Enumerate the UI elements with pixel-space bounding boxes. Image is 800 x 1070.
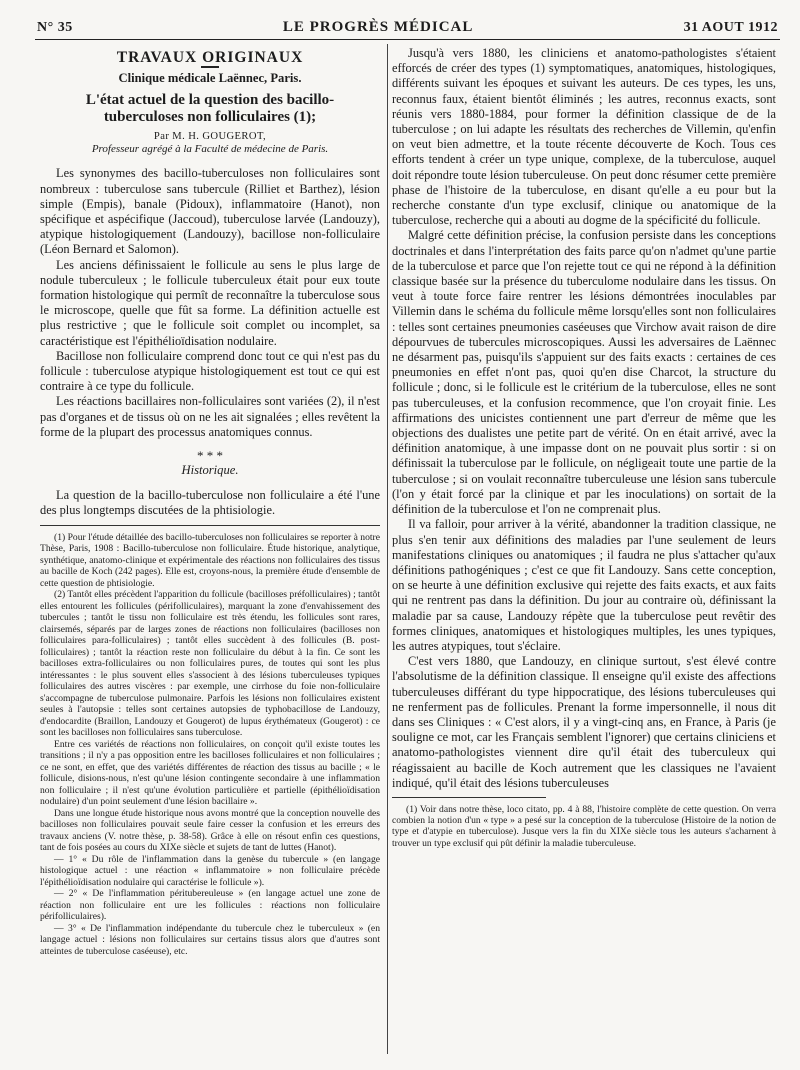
running-header xyxy=(37,14,778,36)
body-paragraph: C'est vers 1880, que Landouzy, en clinique surtout, s'est élevé contre l'absolutisme de la définition classique. Il enseigne qu'il existe des affections tuberculeuses différant du type hippocratique, des lésions tuberculeuses qui ne renferment pas de follicules. Prenant la forme impersonnelle, il nous dit dans ses Cliniques : « C'est alors, il y a vingt-cinq ans, en France, à Paris (je souligne ce mot, car les Français semblent l'ignorer) que certains cliniciens et anatomo-pathologistes viennent dire qu'il était des tuberculeux qui réagissaient au bacille de Koch autrement que les classiques ne l'avaient indiqué, qu'il était des lésions tuberculeuses xyxy=(392,654,776,790)
footnote: — 2° « De l'inflammation péritubereuleuse » (en langage actuel une zone de réaction non folliculaire ent ure les follicules : réactions non folliculaire périfolliculaires). xyxy=(40,888,380,923)
body-paragraph: La question de la bacillo-tuberculose non folliculaire a été l'une des plus longtemps discutées de la phtisiologie. xyxy=(40,488,380,518)
column-divider xyxy=(387,44,388,1054)
issue-date: 31 AOUT 1912 xyxy=(683,20,778,35)
subheading-historique: Historique. xyxy=(181,463,239,478)
footnote-rule xyxy=(392,797,546,798)
author-name: Par M. H. GOUGEROT, xyxy=(153,131,267,143)
issue-number: N° 35 xyxy=(37,20,73,35)
footnote: (1) Voir dans notre thèse, loco citato, pp. 4 à 88, l'histoire complète de cette question. On verra combien la notion d'un « type » a pesé sur la conception de la tuberculose (Histoire de la notion de type et d'atypie en tuberculose). Jusque vers la fin du XIXe siècle tous les auteurs s'acharnent à trouver un type exclusif qui pût définir la maladie tuberculeuse. xyxy=(392,803,776,849)
footnote: Dans une longue étude historique nous avons montré que la conception nouvelle des bacilloses non folliculaires pouvait seule faire cesser la confusion et les erreurs des travaux anciens (V. notre thèse, p. 38-58). Grâce à elle on résout enfin ces questions, tant de fois posées au cours du XIXe siècle et sujets de tant de luttes (Hanot). xyxy=(40,807,380,854)
section-heading: TRAVAUX ORIGINAUX xyxy=(116,49,304,66)
body-paragraph: Les réactions bacillaires non-folliculaires sont variées (2), il n'est pas d'organes et de tissus où on ne les ait signalées ; elles revêtent la forme de la plupart des processus anatomiques connus. xyxy=(40,394,380,439)
clinic-line: Clinique médicale Laënnec, Paris. xyxy=(118,71,302,86)
footnote-rule xyxy=(40,525,380,526)
footnote: Entre ces variétés de réactions non folliculaires, on conçoit qu'il existe toutes les transitions ; il n'y a pas opposition entre les bacilloses folliculaires et non folliculaires ; ce ne sont, en effet, que des variétés différentes de réaction des tissus au bacille ; « le follicule, disions-nous, n'est qu'une lésion contingente secondaire à une inflammation non folliculaire ; il n'est qu'une évolution particulière et partielle (épithélioïdisation nodulaire) d'un point seulement d'une lésion bacillaire ». xyxy=(40,738,380,808)
footnote: (2) Tantôt elles précèdent l'apparition du follicule (bacilloses préfolliculaires) ; tantôt elles entourent les follicules (périfolliculaires), marquant la zone d'envahissement des tubercules ; tantôt le tissu non folliculaire est très étendu, les follicules sont rares, clairsemés, séparés par de larges zones de réactions non folliculaires (bacilloses non folliculaires para-folliculaires) ; tantôt elles succèdent à des follicules (B. post-folliculaires) ; tantôt la réaction reste non folliculaire du début à la fin. Ce sont les bacilloses extra-folliculaires ou non folliculaires pures, de toutes qui sont les plus intéressantes : le plus souvent elles s'associent à des lésions tuberculeuses typiques folliculaires des autres viscères : par exemple, une cirrhose du foie non-folliculaire s'accompagne de tuberculose pulmonaire. Parfois les lésions non folliculaires existent seules à l'autopsie : telles sont certaines autopsies de typhobacillose de Landouzy, d'endocardite (Braillon, Landouzy et Gougerot) de lupus érythémateux (Gougerot) : ce sont les bacilloses non folliculaires sans tuberculose. xyxy=(40,589,380,739)
left-column xyxy=(40,46,380,957)
author-affiliation: Professeur agrégé à la Faculté de médecine de Paris. xyxy=(91,143,329,156)
footnote: — 3° « De l'inflammation indépendante du tubercule chez le tuberculeux » (en langage actuel : lésions non folliculaires sur certains tissus alors que d'autres sont atteintes de tuberculose caséeuse), etc. xyxy=(40,922,380,957)
section-dash xyxy=(201,66,219,68)
header-rule xyxy=(35,39,780,40)
body-paragraph: Bacillose non folliculaire comprend donc tout ce qui n'est pas du follicule : tuberculose atypique histologiquement est tout ce qui est contraire à ce type du follicule. xyxy=(40,348,380,394)
body-paragraph: Les anciens définissaient le follicule au sens le plus large de nodule tuberculeux ; le follicule tuberculeux était pour eux toute formation histologique qui permît de reconnaître la tuberculose sous le microscope, quelle que fût sa forme. La définition actuelle est plus restrictive ; que le follicule soit complet ou incomplet, sa caractéristique est l'épithélioïdisation nodulaire. xyxy=(40,257,380,348)
article-title: L'état actuel de la question des bacillo-tuberculoses non folliculaires (1); xyxy=(85,92,335,126)
body-paragraph: Jusqu'à vers 1880, les cliniciens et anatomo-pathologistes s'étaient efforcés de créer des types (1) symptomatiques, anatomiques, histologiques, différents suivant les époques et suivant les auteurs. De ces types, les uns, reconnus faux, étaient bientôt éliminés ; les autres, reconnus exacts, sont réunis vers 1880-1884, pour former la définition classique de de la tuberculose ; on lui adapte les résultats des recherches de Villemin, qu'enfin on veut bien admettre, et la toute récente découverte de Koch. Tous ces efforts tendent à créer un type unique, complexe, de la tuberculose, auquel doit répondre toute lésion tuberculeuse. On peut donc résumer cette première phase de l'histoire de la tuberculose, en disant qu'elle a eu pour but la recherche constante d'un type exclusif, clinique ou anatomique de la tuberculose, recherche qui a abouti au dogme de la spécificité du follicule. xyxy=(392,46,776,228)
section-asterism: * * * xyxy=(197,448,223,464)
body-paragraph: Malgré cette définition précise, la confusion persiste dans les conceptions doctrinales et dans l'interprétation des faits parce qu'on n'admet qu'une partie de la tuberculose et parce que l'on rejette tout ce qui ne répond à la définition classique basée sur la présence du tuberculome nodulaire dans les tissus. On veut à toute force faire rentrer les lésions démontrées inoculables par Villemin dans le schéma du follicule même lorsqu'elles sont non folliculaires : telles sont certaines pneumonies caséeuses que Virchow avait raison de dire dépourvues de tubercules microscopiques. Aussi les adversaires de Laënnec ne désarment pas, puisqu'ils s'appuient sur des faits exacts : certaines de ces pneumonies en effet n'ont pas, quoi qu'en dise Charcot, la structure du follicule ; donc, si le follicule est le critérium de la tuberculose, elles ne sont pas tuberculeuses, et la confusion recommence, que l'on croyait finie. Les affirmations des unicistes contiennent une part d'erreur de même que les objections des dualistes une petite part de vérité. On en était arrivé, avec la définition anatomique, à une impasse dont on ne pouvait plus sortir : si on définissait la tuberculose par le follicule, on négligeait toute une partie de la tuberculose ; si on voulait reconnaître tuberculeuse une lésion sans tubercule (l'on y était forcé par la clinique et par les inoculations) on sortait de la définition de la tuberculose et l'on ne comprenait plus. xyxy=(392,228,776,517)
journal-title: LE PROGRÈS MÉDICAL xyxy=(282,19,474,35)
body-paragraph: Il va falloir, pour arriver à la vérité, abandonner la tradition classique, ne plus s'en tenir aux définitions des maladies par l'une seulement de leurs manifestations cliniques ou anatomiques ; il faudra ne plus s'attacher qu'aux définitions pathogéniques ; c'est ce que fit Landouzy. Sans cette conception, on se heurte à une définition exclusive qui rejette des faits exacts, et aux faits qui ne rentrent pas dans la définition. Du jour au contraire où, définissant la maladie par sa cause, Landouzy répète que la tuberculose peut revêtir des formes cliniques, anatomiques et histologiques multiples, les unes typiques, les autres atypiques, tout s'éclaire. xyxy=(392,517,776,653)
right-column xyxy=(392,46,776,849)
footnote: (1) Pour l'étude détaillée des bacillo-tuberculoses non folliculaires se reporter à notre Thèse, Paris, 1908 : Bacillo-tuberculose non folliculaire. Étude historique, analytique, synthétique, anatomo-clinique et expérimentale des réactions non folliculaires des tissus au bacille de Koch (242 pages). Elle est, croyons-nous, la première étude d'ensemble de cette question de phtisiologie. xyxy=(40,531,380,589)
body-paragraph: Les synonymes des bacillo-tuberculoses non folliculaires sont nombreux : tuberculose sans tubercule (Rilliet et Barthez), lésion simple (Empis), banale (Pidoux), inflammatoire (Hanot), non spécifique et aspécifique (Jaccoud), tuberculose larvée (Landouzy), atypique histologiquement (Landouzy), bacillose non-folliculaire (Léon Bernard et Salomon). xyxy=(40,166,380,257)
footnote: — 1° « Du rôle de l'inflammation dans la genèse du tubercule » (en langage histologique actuel : une réaction « inflammatoire » non folliculaire précède l'épithélioïdisation nodulaire qui caractérise le follicule »). xyxy=(40,853,380,888)
